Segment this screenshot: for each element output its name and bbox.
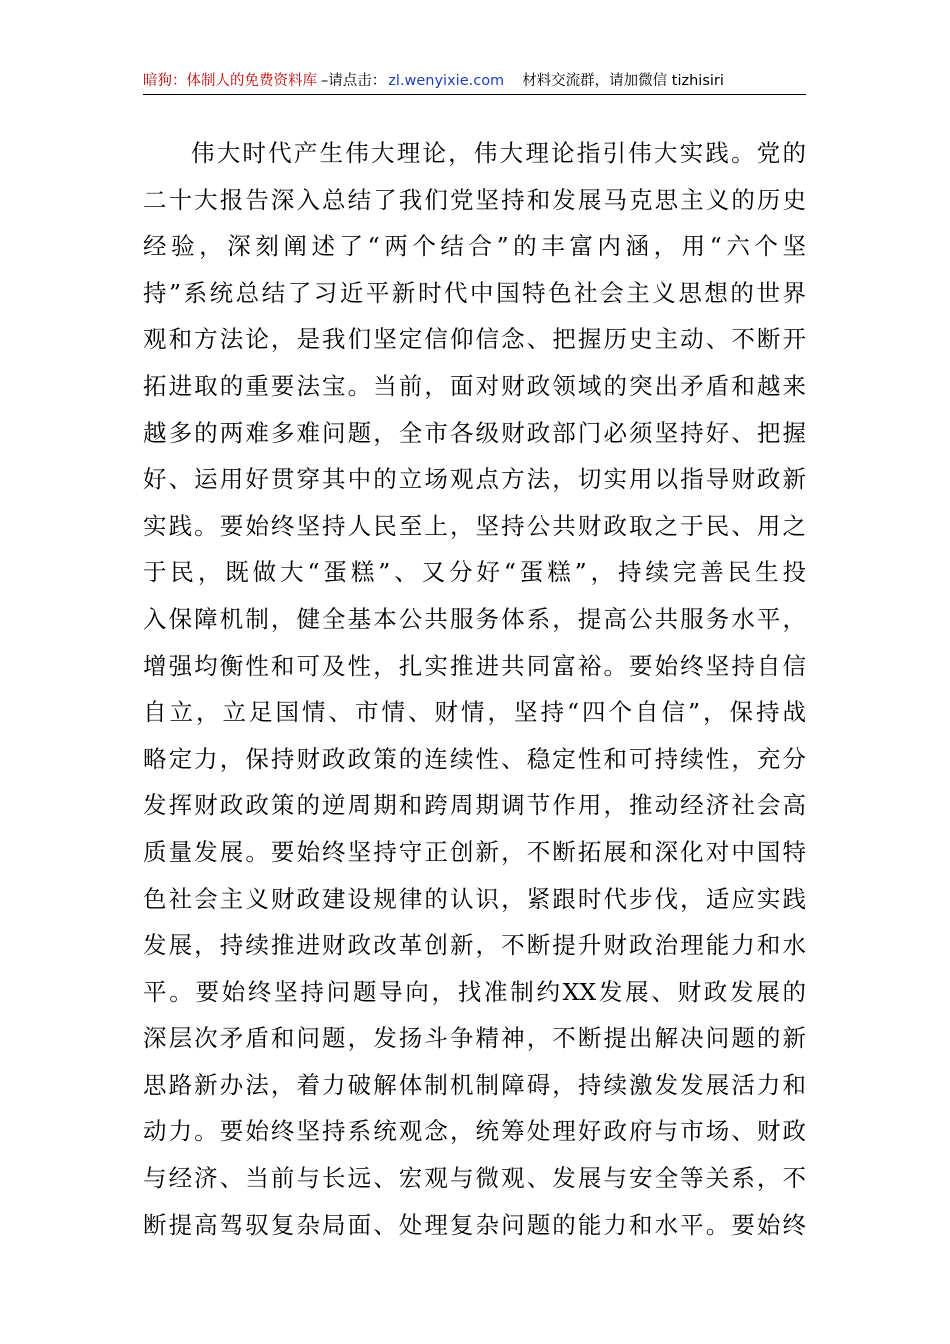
body-paragraph <box>143 130 806 1248</box>
header-divider <box>143 94 806 95</box>
page-header <box>143 70 806 96</box>
paragraph-line: 增强均衡性和可及性，扎实推进共同富裕。要始终坚持自信 <box>143 651 806 680</box>
paragraph-line: 质量发展。要始终坚持守正创新，不断拓展和深化对中国特 <box>143 837 806 866</box>
header-brand: 暗狗：体制人的免费资料库 <box>143 73 317 89</box>
header-link[interactable]: zl.wenyixie.com <box>388 73 505 89</box>
paragraph-line: 与经济、当前与长远、宏观与微观、发展与安全等关系，不 <box>143 1164 806 1193</box>
paragraph-line: 经验，深刻阐述了“两个结合”的丰富内涵，用“六个坚 <box>143 232 806 261</box>
paragraph-line: 拓进取的重要法宝。当前，面对财政领域的突出矛盾和越来 <box>143 371 806 400</box>
paragraph-line: 动力。要始终坚持系统观念，统筹处理好政府与市场、财政 <box>143 1117 806 1146</box>
paragraph-line: 入保障机制，健全基本公共服务体系，提高公共服务水平， <box>143 604 806 633</box>
paragraph-line: 平。要始终坚持问题导向，找准制约XX发展、财政发展的 <box>143 977 806 1006</box>
paragraph-line: 深层次矛盾和问题，发扬斗争精神，不断提出解决问题的新 <box>143 1024 806 1053</box>
paragraph-line: 观和方法论，是我们坚定信仰信念、把握历史主动、不断开 <box>143 325 806 354</box>
paragraph-line: 二十大报告深入总结了我们党坚持和发展马克思主义的历史 <box>143 185 806 214</box>
paragraph-line: 好、运用好贯穿其中的立场观点方法，切实用以指导财政新 <box>143 465 806 494</box>
header-prompt: –请点击： <box>321 73 387 89</box>
paragraph-line: 越多的两难多难问题，全市各级财政部门必须坚持好、把握 <box>143 418 806 447</box>
paragraph-line: 于民，既做大“蛋糕”、又分好“蛋糕”，持续完善民生投 <box>143 558 806 587</box>
paragraph-line: 持”系统总结了习近平新时代中国特色社会主义思想的世界 <box>143 278 806 307</box>
paragraph-line: 略定力，保持财政政策的连续性、稳定性和可持续性，充分 <box>143 744 806 773</box>
paragraph-line: 思路新办法，着力破解体制机制障碍，持续激发发展活力和 <box>143 1070 806 1099</box>
header-wechat-note: 材料交流群，请加微信 tizhisiri <box>522 73 724 89</box>
paragraph-line: 断提高驾驭复杂局面、处理复杂问题的能力和水平。要始终 <box>143 1210 806 1239</box>
paragraph-line: 发展，持续推进财政改革创新，不断提升财政治理能力和水 <box>143 931 806 960</box>
paragraph-line: 色社会主义财政建设规律的认识，紧跟时代步伐，适应实践 <box>143 884 806 913</box>
paragraph-line: 实践。要始终坚持人民至上，坚持公共财政取之于民、用之 <box>143 511 806 540</box>
paragraph-line: 伟大时代产生伟大理论，伟大理论指引伟大实践。党的 <box>191 139 806 167</box>
paragraph-line: 自立，立足国情、市情、财情，坚持“四个自信”，保持战 <box>143 698 806 727</box>
paragraph-line: 发挥财政政策的逆周期和跨周期调节作用，推动经济社会高 <box>143 791 806 820</box>
